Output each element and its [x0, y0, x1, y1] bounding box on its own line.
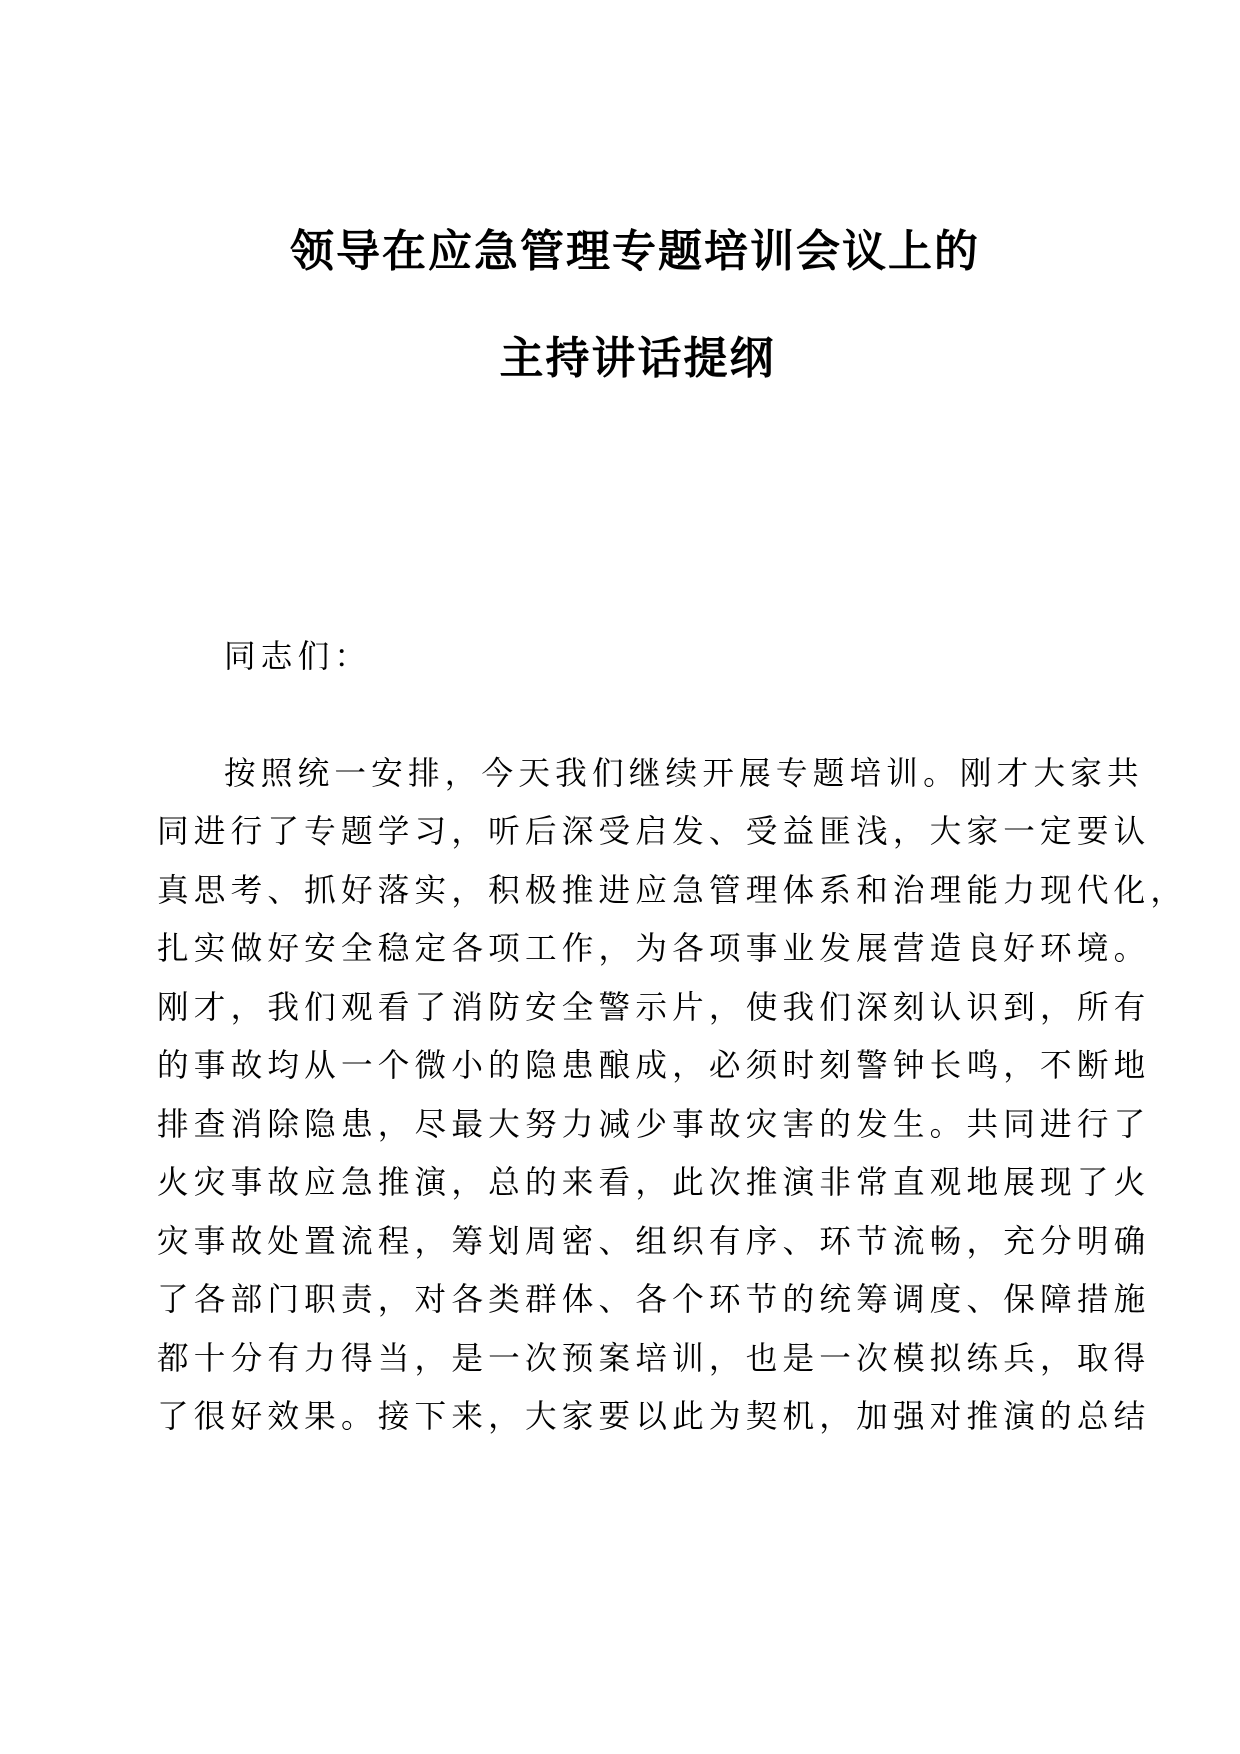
paragraph-line: 同进行了专题学习，听后深受启发、受益匪浅，大家一定要认 — [157, 814, 1151, 850]
salutation: 同志们： — [224, 639, 372, 675]
title-line-2: 主持讲话提纲 — [499, 333, 776, 384]
paragraph-line: 灾事故处置流程，筹划周密、组织有序、环节流畅，充分明确 — [157, 1224, 1151, 1260]
paragraph-line: 排查消除隐患，尽最大努力减少事故灾害的发生。共同进行了 — [157, 1107, 1151, 1143]
paragraph-line: 的事故均从一个微小的隐患酿成，必须时刻警钟长鸣，不断地 — [157, 1048, 1151, 1084]
paragraph-line: 都十分有力得当，是一次预案培训，也是一次模拟练兵，取得 — [157, 1341, 1151, 1377]
title-line-1: 领导在应急管理专题培训会议上的 — [290, 226, 980, 277]
paragraph-line: 了各部门职责，对各类群体、各个环节的统筹调度、保障措施 — [157, 1282, 1151, 1318]
paragraph-line: 火灾事故应急推演，总的来看，此次推演非常直观地展现了火 — [157, 1165, 1151, 1201]
paragraph-line: 了很好效果。接下来，大家要以此为契机，加强对推演的总结 — [157, 1399, 1151, 1435]
paragraph-line: 刚才，我们观看了消防安全警示片，使我们深刻认识到，所有 — [157, 990, 1151, 1026]
paragraph-line: 真思考、抓好落实，积极推进应急管理体系和治理能力现代化， — [157, 873, 1188, 909]
paragraph-line: 按照统一安排，今天我们继续开展专题培训。刚才大家共 — [224, 756, 1144, 792]
paragraph-line: 扎实做好安全稳定各项工作，为各项事业发展营造良好环境。 — [157, 931, 1151, 967]
